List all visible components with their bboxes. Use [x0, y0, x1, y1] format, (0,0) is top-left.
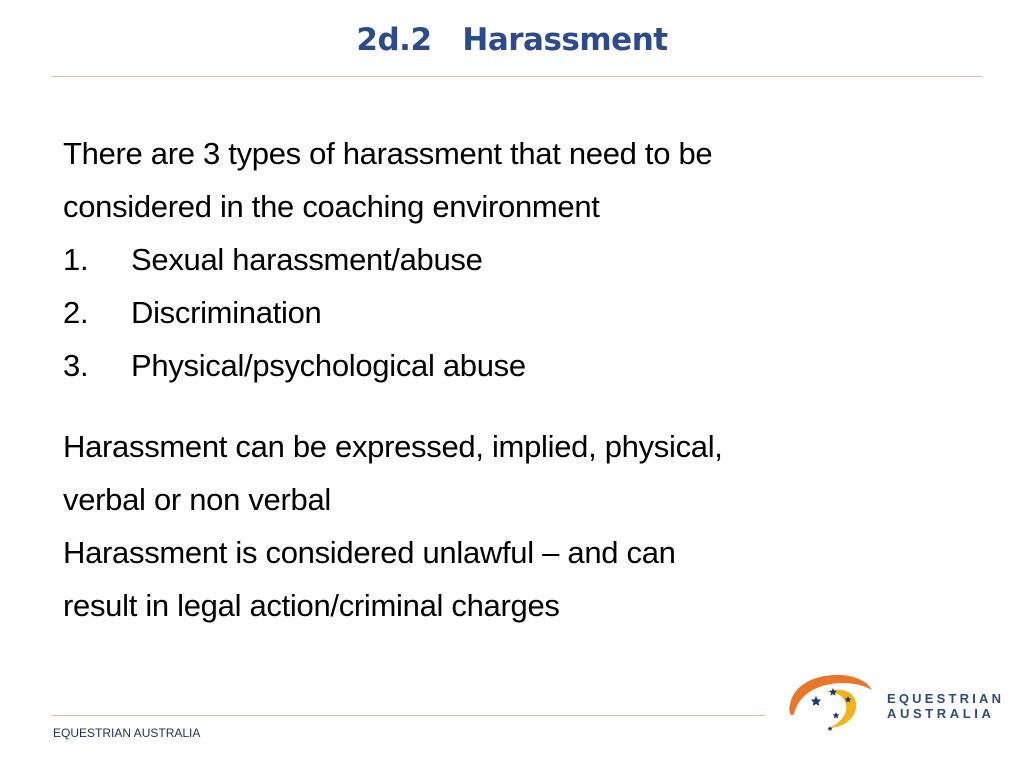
logo-word-equestrian: EQUESTRIAN — [887, 691, 1005, 706]
logo-star — [833, 712, 840, 719]
list-item-number: 1. — [63, 242, 89, 277]
intro-line-2: considered in the coaching environment — [63, 189, 600, 224]
list-item — [63, 286, 863, 339]
detail-line-3: Harassment is considered unlawful – and can — [63, 535, 676, 570]
logo-star — [811, 696, 821, 706]
types-section — [63, 127, 863, 392]
list-item-number: 2. — [63, 295, 89, 330]
logo-star — [829, 688, 837, 696]
footer-divider — [52, 715, 765, 716]
logo-mark-icon — [786, 666, 876, 736]
detail-line-1: Harassment can be expressed, implied, physical, — [63, 429, 723, 464]
list-item-label: Discrimination — [131, 295, 322, 330]
details-section — [63, 420, 863, 632]
title-divider — [52, 76, 982, 77]
footer-text: EQUESTRIAN AUSTRALIA — [53, 726, 201, 740]
list-item-label: Sexual harassment/abuse — [131, 242, 483, 277]
list-item-number: 3. — [63, 348, 89, 383]
logo-word-australia: AUSTRALIA — [887, 706, 995, 721]
list-item-label: Physical/psychological abuse — [131, 348, 526, 383]
list-item — [63, 233, 863, 286]
detail-line-4: result in legal action/criminal charges — [63, 588, 560, 623]
detail-line-2: verbal or non verbal — [63, 482, 331, 517]
slide-title: 2d.2 Harassment — [356, 22, 668, 58]
list-item — [63, 339, 863, 392]
logo-yellow-crescent — [826, 690, 856, 728]
intro-line-1: There are 3 types of harassment that need to be — [63, 136, 713, 171]
equestrian-australia-logo — [786, 666, 1005, 736]
